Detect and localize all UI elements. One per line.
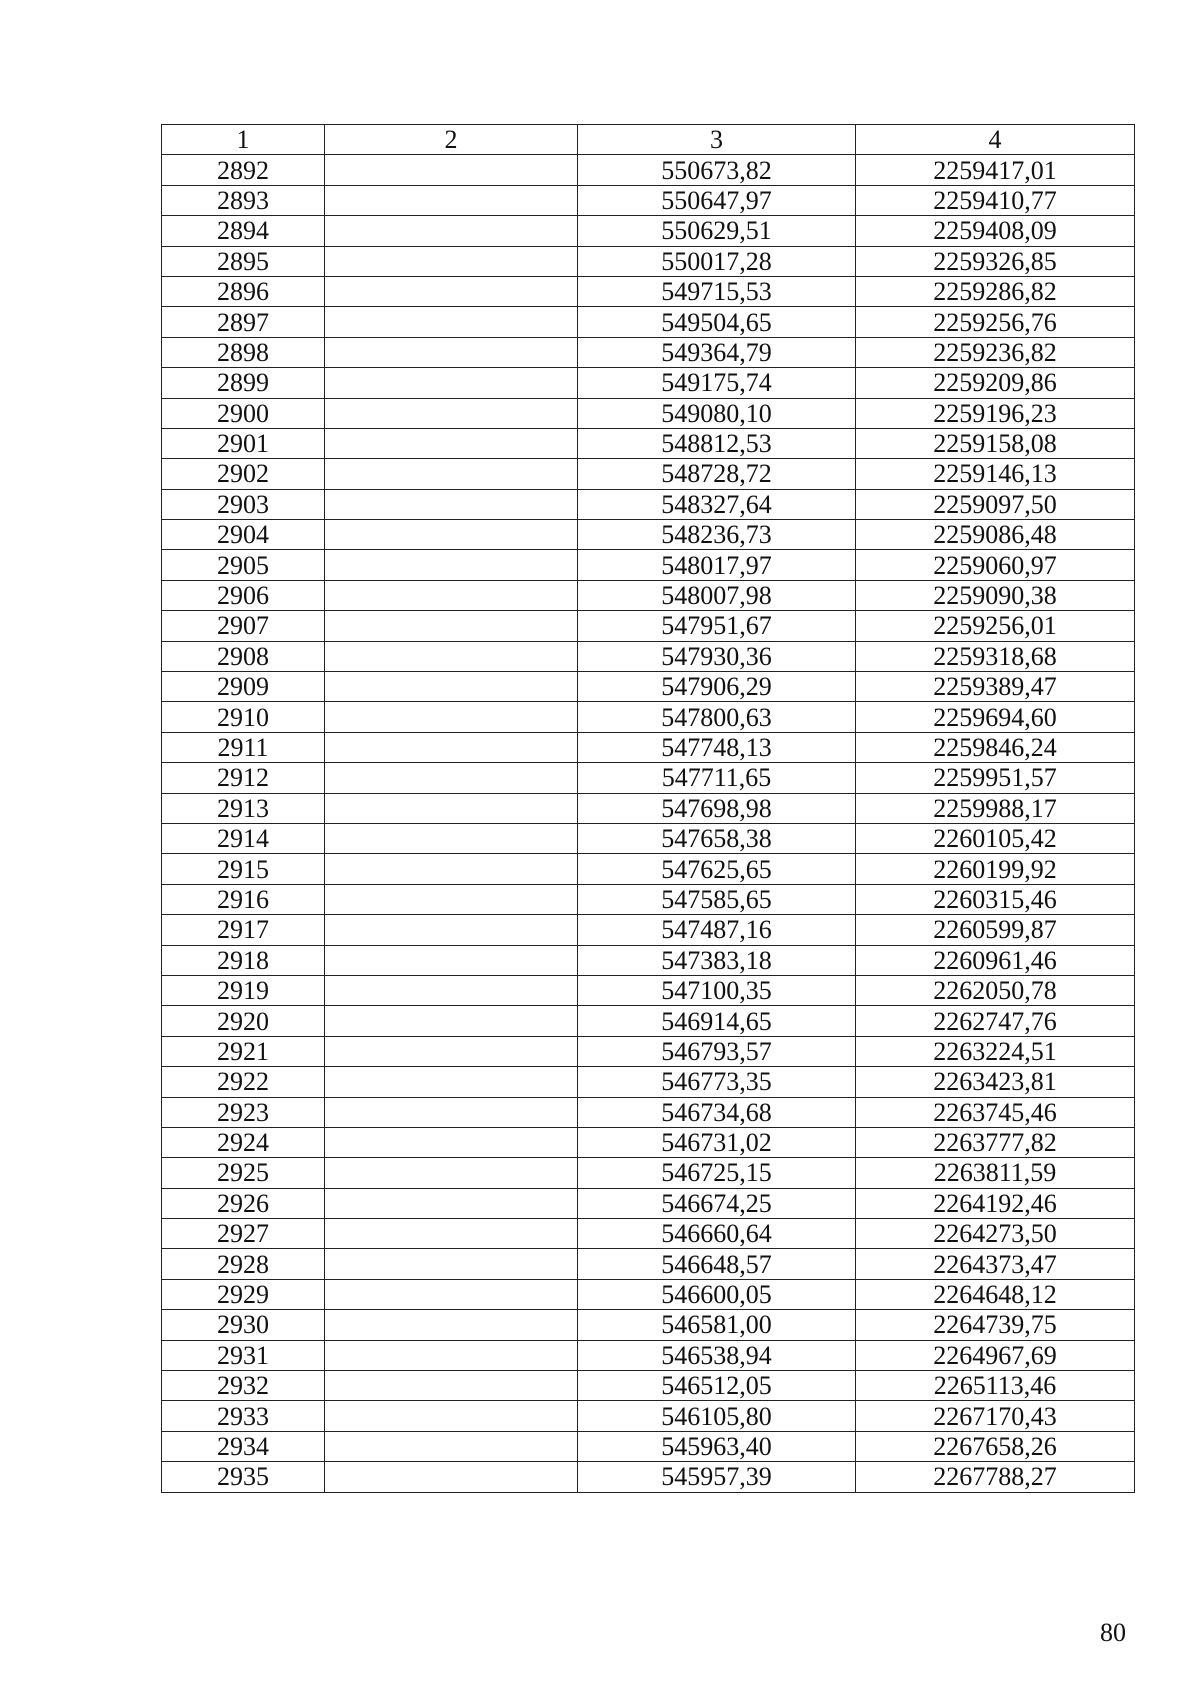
- table-cell-col-2: [325, 1219, 578, 1249]
- table-row: [162, 915, 1135, 945]
- table-row: [162, 793, 1135, 823]
- table-cell-col-3: 546773,35: [578, 1067, 856, 1097]
- table-cell-col-4: 2259060,97: [856, 550, 1135, 580]
- table-cell-col-2: [325, 580, 578, 610]
- table-cell-col-3: 547383,18: [578, 945, 856, 975]
- table-row: [162, 368, 1135, 398]
- table-cell-col-3: 546660,64: [578, 1219, 856, 1249]
- table-row: [162, 641, 1135, 671]
- table-row: [162, 398, 1135, 428]
- table-cell-col-1: 2898: [162, 337, 325, 367]
- table-cell-col-3: 547748,13: [578, 732, 856, 762]
- table-cell-col-4: 2263224,51: [856, 1036, 1135, 1066]
- table-cell-col-2: [325, 550, 578, 580]
- table-header: [162, 125, 1135, 155]
- table-row: [162, 823, 1135, 853]
- table-row: [162, 1279, 1135, 1309]
- table-cell-col-3: 547800,63: [578, 702, 856, 732]
- table-cell-col-3: 550629,51: [578, 216, 856, 246]
- header-cell-col-3: 3: [578, 125, 856, 155]
- table-cell-col-2: [325, 1097, 578, 1127]
- table-cell-col-4: 2259389,47: [856, 672, 1135, 702]
- table-cell-col-3: 550673,82: [578, 155, 856, 185]
- table-cell-col-4: 2259951,57: [856, 763, 1135, 793]
- table-cell-col-4: 2267170,43: [856, 1401, 1135, 1431]
- table-cell-col-1: 2917: [162, 915, 325, 945]
- table-cell-col-2: [325, 428, 578, 458]
- table-cell-col-1: 2902: [162, 459, 325, 489]
- table-row: [162, 611, 1135, 641]
- table-row: [162, 185, 1135, 215]
- table-cell-col-3: 548017,97: [578, 550, 856, 580]
- table-row: [162, 672, 1135, 702]
- table-cell-col-4: 2260961,46: [856, 945, 1135, 975]
- table-cell-col-3: 548812,53: [578, 428, 856, 458]
- table-cell-col-2: [325, 1340, 578, 1370]
- table-cell-col-4: 2259318,68: [856, 641, 1135, 671]
- table-cell-col-4: 2264967,69: [856, 1340, 1135, 1370]
- table-cell-col-2: [325, 1279, 578, 1309]
- table-cell-col-3: 547930,36: [578, 641, 856, 671]
- table-cell-col-4: 2259236,82: [856, 337, 1135, 367]
- table-cell-col-3: 546538,94: [578, 1340, 856, 1370]
- table-cell-col-2: [325, 1127, 578, 1157]
- table-cell-col-3: 546600,05: [578, 1279, 856, 1309]
- table-cell-col-1: 2928: [162, 1249, 325, 1279]
- table-cell-col-1: 2911: [162, 732, 325, 762]
- table-row: [162, 550, 1135, 580]
- table-cell-col-4: 2259408,09: [856, 216, 1135, 246]
- table-cell-col-2: [325, 611, 578, 641]
- table-cell-col-2: [325, 489, 578, 519]
- table-cell-col-1: 2931: [162, 1340, 325, 1370]
- table-row: [162, 732, 1135, 762]
- table-cell-col-2: [325, 915, 578, 945]
- table-cell-col-2: [325, 1249, 578, 1279]
- table-cell-col-1: 2929: [162, 1279, 325, 1309]
- table-cell-col-2: [325, 1371, 578, 1401]
- table-cell-col-1: 2920: [162, 1006, 325, 1036]
- table-cell-col-2: [325, 1310, 578, 1340]
- table-cell-col-4: 2263811,59: [856, 1158, 1135, 1188]
- table-cell-col-2: [325, 823, 578, 853]
- page-number: 80: [1100, 1618, 1126, 1647]
- table-cell-col-2: [325, 1006, 578, 1036]
- table-row: [162, 337, 1135, 367]
- table-cell-col-4: 2259846,24: [856, 732, 1135, 762]
- table-cell-col-2: [325, 884, 578, 914]
- table-cell-col-4: 2260599,87: [856, 915, 1135, 945]
- table-cell-col-3: 546105,80: [578, 1401, 856, 1431]
- table-cell-col-3: 547585,65: [578, 884, 856, 914]
- table-cell-col-1: 2932: [162, 1371, 325, 1401]
- table-cell-col-4: 2259256,01: [856, 611, 1135, 641]
- table-cell-col-2: [325, 155, 578, 185]
- table-row: [162, 580, 1135, 610]
- table-row: [162, 307, 1135, 337]
- table-cell-col-1: 2918: [162, 945, 325, 975]
- table-row: [162, 276, 1135, 306]
- table-cell-col-2: [325, 368, 578, 398]
- table-row: [162, 1219, 1135, 1249]
- table-cell-col-3: 546734,68: [578, 1097, 856, 1127]
- table-cell-col-4: 2259988,17: [856, 793, 1135, 823]
- table-cell-col-3: 547658,38: [578, 823, 856, 853]
- table-row: [162, 945, 1135, 975]
- table-cell-col-2: [325, 459, 578, 489]
- table-cell-col-4: 2259146,13: [856, 459, 1135, 489]
- table-cell-col-1: 2922: [162, 1067, 325, 1097]
- table-cell-col-3: 550647,97: [578, 185, 856, 215]
- table-cell-col-1: 2912: [162, 763, 325, 793]
- table-cell-col-3: 546512,05: [578, 1371, 856, 1401]
- table-cell-col-4: 2263777,82: [856, 1127, 1135, 1157]
- table-row: [162, 1371, 1135, 1401]
- table-cell-col-1: 2903: [162, 489, 325, 519]
- table-cell-col-1: 2904: [162, 520, 325, 550]
- table-cell-col-4: 2260315,46: [856, 884, 1135, 914]
- table-row: [162, 1036, 1135, 1066]
- table-cell-col-2: [325, 398, 578, 428]
- table-cell-col-2: [325, 975, 578, 1005]
- table-row: [162, 975, 1135, 1005]
- table-cell-col-3: 545963,40: [578, 1431, 856, 1461]
- table-cell-col-1: 2899: [162, 368, 325, 398]
- table-cell-col-1: 2934: [162, 1431, 325, 1461]
- table-cell-col-4: 2259410,77: [856, 185, 1135, 215]
- table-cell-col-3: 548728,72: [578, 459, 856, 489]
- table-cell-col-1: 2892: [162, 155, 325, 185]
- table-cell-col-4: 2262050,78: [856, 975, 1135, 1005]
- table-cell-col-4: 2264373,47: [856, 1249, 1135, 1279]
- table-cell-col-3: 550017,28: [578, 246, 856, 276]
- table-cell-col-1: 2921: [162, 1036, 325, 1066]
- table-row: [162, 246, 1135, 276]
- table-cell-col-1: 2924: [162, 1127, 325, 1157]
- table-row: [162, 489, 1135, 519]
- table-cell-col-2: [325, 1401, 578, 1431]
- table-cell-col-1: 2909: [162, 672, 325, 702]
- header-row: [162, 125, 1135, 155]
- table-cell-col-4: 2259256,76: [856, 307, 1135, 337]
- table-cell-col-1: 2923: [162, 1097, 325, 1127]
- table-cell-col-4: 2259086,48: [856, 520, 1135, 550]
- table-cell-col-2: [325, 732, 578, 762]
- table-row: [162, 1067, 1135, 1097]
- table-cell-col-4: 2267658,26: [856, 1431, 1135, 1461]
- table-cell-col-4: 2264273,50: [856, 1219, 1135, 1249]
- table-cell-col-4: 2259417,01: [856, 155, 1135, 185]
- table-cell-col-1: 2916: [162, 884, 325, 914]
- table-cell-col-2: [325, 672, 578, 702]
- table-cell-col-1: 2894: [162, 216, 325, 246]
- table-row: [162, 1310, 1135, 1340]
- table-cell-col-1: 2895: [162, 246, 325, 276]
- table-row: [162, 1097, 1135, 1127]
- table-row: [162, 520, 1135, 550]
- table-cell-col-3: 546725,15: [578, 1158, 856, 1188]
- table-cell-col-3: 549504,65: [578, 307, 856, 337]
- table-cell-col-2: [325, 763, 578, 793]
- table-cell-col-3: 546674,25: [578, 1188, 856, 1218]
- table-row: [162, 216, 1135, 246]
- table-cell-col-3: 549364,79: [578, 337, 856, 367]
- table-cell-col-3: 547711,65: [578, 763, 856, 793]
- table-cell-col-1: 2926: [162, 1188, 325, 1218]
- table-cell-col-2: [325, 1431, 578, 1461]
- table-row: [162, 854, 1135, 884]
- table-cell-col-2: [325, 1462, 578, 1492]
- table-row: [162, 1249, 1135, 1279]
- table-row: [162, 1401, 1135, 1431]
- table-row: [162, 1431, 1135, 1461]
- table-cell-col-2: [325, 702, 578, 732]
- table-cell-col-1: 2927: [162, 1219, 325, 1249]
- table-row: [162, 1340, 1135, 1370]
- table-row: [162, 1462, 1135, 1492]
- table-cell-col-3: 546914,65: [578, 1006, 856, 1036]
- table-cell-col-3: 546581,00: [578, 1310, 856, 1340]
- table-cell-col-4: 2259158,08: [856, 428, 1135, 458]
- table-cell-col-4: 2264648,12: [856, 1279, 1135, 1309]
- table-cell-col-1: 2906: [162, 580, 325, 610]
- table-cell-col-4: 2259286,82: [856, 276, 1135, 306]
- table-cell-col-1: 2910: [162, 702, 325, 732]
- table-cell-col-4: 2260199,92: [856, 854, 1135, 884]
- table-cell-col-3: 545957,39: [578, 1462, 856, 1492]
- table-cell-col-2: [325, 520, 578, 550]
- table-cell-col-1: 2930: [162, 1310, 325, 1340]
- header-cell-col-2: 2: [325, 125, 578, 155]
- table-cell-col-4: 2262747,76: [856, 1006, 1135, 1036]
- table-cell-col-2: [325, 1158, 578, 1188]
- table-row: [162, 1188, 1135, 1218]
- table-cell-col-4: 2267788,27: [856, 1462, 1135, 1492]
- table-row: [162, 428, 1135, 458]
- table-cell-col-3: 546648,57: [578, 1249, 856, 1279]
- table-cell-col-4: 2263423,81: [856, 1067, 1135, 1097]
- table-cell-col-4: 2260105,42: [856, 823, 1135, 853]
- table-row: [162, 884, 1135, 914]
- table-row: [162, 1158, 1135, 1188]
- table-row: [162, 155, 1135, 185]
- table-body: [162, 155, 1135, 1492]
- table-cell-col-2: [325, 185, 578, 215]
- table-cell-col-3: 548007,98: [578, 580, 856, 610]
- table-cell-col-4: 2259326,85: [856, 246, 1135, 276]
- table-cell-col-3: 548236,73: [578, 520, 856, 550]
- table-cell-col-1: 2901: [162, 428, 325, 458]
- table-row: [162, 702, 1135, 732]
- table-cell-col-3: 549715,53: [578, 276, 856, 306]
- table-cell-col-1: 2919: [162, 975, 325, 1005]
- table-cell-col-1: 2907: [162, 611, 325, 641]
- table-cell-col-1: 2908: [162, 641, 325, 671]
- table-cell-col-4: 2263745,46: [856, 1097, 1135, 1127]
- table-cell-col-1: 2913: [162, 793, 325, 823]
- table-cell-col-2: [325, 1067, 578, 1097]
- table-cell-col-1: 2914: [162, 823, 325, 853]
- table-cell-col-3: 549080,10: [578, 398, 856, 428]
- table-cell-col-4: 2259097,50: [856, 489, 1135, 519]
- table-row: [162, 763, 1135, 793]
- table-cell-col-4: 2264739,75: [856, 1310, 1135, 1340]
- table-cell-col-4: 2259209,86: [856, 368, 1135, 398]
- table-cell-col-4: 2259090,38: [856, 580, 1135, 610]
- table-cell-col-2: [325, 307, 578, 337]
- table-cell-col-3: 547906,29: [578, 672, 856, 702]
- table-cell-col-4: 2265113,46: [856, 1371, 1135, 1401]
- table-cell-col-3: 547100,35: [578, 975, 856, 1005]
- coordinates-table: [161, 124, 1135, 1493]
- table-cell-col-1: 2897: [162, 307, 325, 337]
- table-cell-col-4: 2259694,60: [856, 702, 1135, 732]
- table-cell-col-2: [325, 337, 578, 367]
- table-cell-col-2: [325, 854, 578, 884]
- table-cell-col-2: [325, 945, 578, 975]
- header-cell-col-1: 1: [162, 125, 325, 155]
- table-cell-col-3: 546793,57: [578, 1036, 856, 1066]
- table-cell-col-2: [325, 276, 578, 306]
- table-cell-col-2: [325, 641, 578, 671]
- header-cell-col-4: 4: [856, 125, 1135, 155]
- table-cell-col-2: [325, 793, 578, 823]
- table-row: [162, 1127, 1135, 1157]
- table-cell-col-2: [325, 1036, 578, 1066]
- table-cell-col-2: [325, 246, 578, 276]
- table-cell-col-3: 547625,65: [578, 854, 856, 884]
- table-cell-col-4: 2259196,23: [856, 398, 1135, 428]
- table-cell-col-1: 2925: [162, 1158, 325, 1188]
- table-cell-col-1: 2900: [162, 398, 325, 428]
- table-cell-col-1: 2893: [162, 185, 325, 215]
- table-cell-col-3: 547487,16: [578, 915, 856, 945]
- table-cell-col-3: 547951,67: [578, 611, 856, 641]
- table-cell-col-3: 547698,98: [578, 793, 856, 823]
- table-cell-col-1: 2915: [162, 854, 325, 884]
- table-cell-col-3: 548327,64: [578, 489, 856, 519]
- table-cell-col-1: 2905: [162, 550, 325, 580]
- table-cell-col-2: [325, 216, 578, 246]
- table-cell-col-1: 2933: [162, 1401, 325, 1431]
- table-row: [162, 1006, 1135, 1036]
- table-cell-col-2: [325, 1188, 578, 1218]
- table-cell-col-4: 2264192,46: [856, 1188, 1135, 1218]
- table-cell-col-3: 546731,02: [578, 1127, 856, 1157]
- table-cell-col-1: 2896: [162, 276, 325, 306]
- table-cell-col-1: 2935: [162, 1462, 325, 1492]
- table-row: [162, 459, 1135, 489]
- table-cell-col-3: 549175,74: [578, 368, 856, 398]
